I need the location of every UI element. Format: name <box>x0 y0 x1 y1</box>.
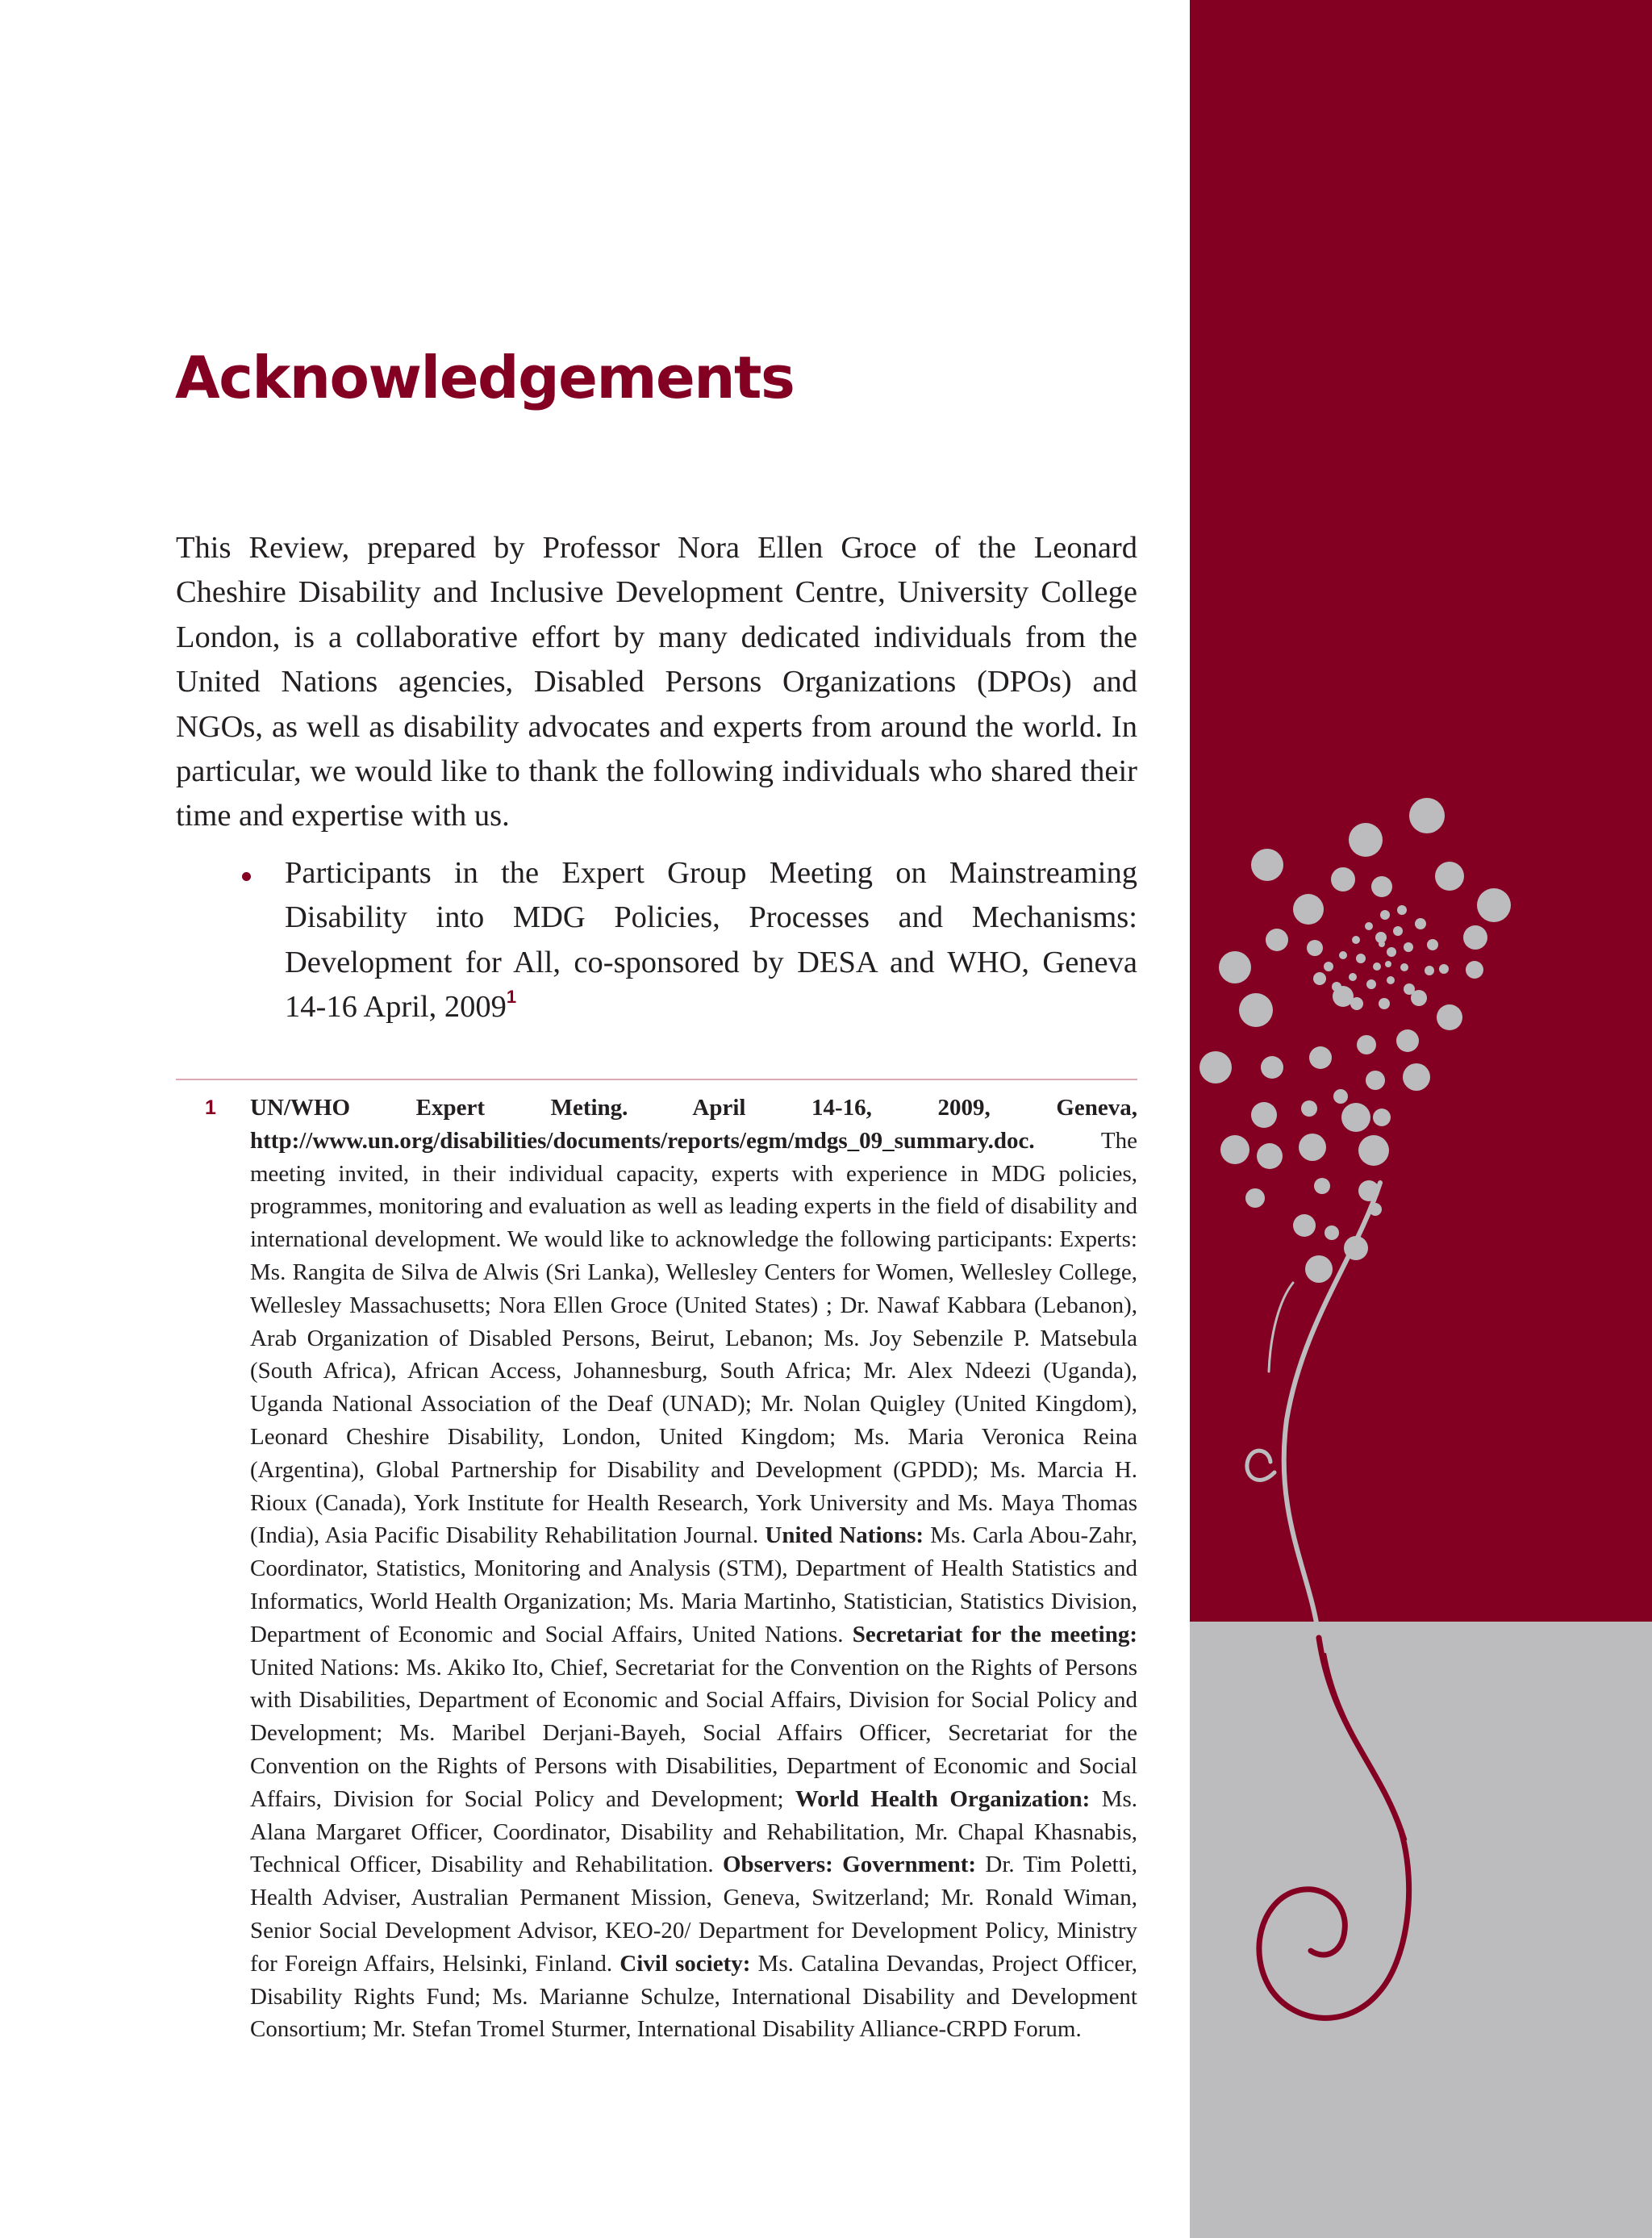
footnote-heading-observers: Observers: Government: <box>722 1852 977 1878</box>
footnote-text: Dr. Tim Poletti, Health Adviser, Australian Permanent Mission, Geneva, Switzerland; Mr. Ronald Wiman, Senior Social Development Advisor, KEO-20/ Department for Development Policy, Ministry for Foreign Affairs, Helsinki, Finland. <box>250 1852 1138 1977</box>
footnote-reference[interactable]: 1 <box>506 987 517 1008</box>
footnote-text: Ms. Alana Margaret Officer, Coordinator, Disability and Rehabilitation, Mr. Chapal Khasnabis, Technical Officer, Disability and Rehabilitation. <box>250 1785 1138 1878</box>
footnote-divider <box>176 1079 1137 1080</box>
footnote-number: 1 <box>205 1096 216 1119</box>
intro-paragraph: This Review, prepared by Professor Nora Ellen Groce of the Leonard Cheshire Disability and Inclusive Development Centre, University College London, is a collaborative effort by many dedicated individuals from the United Nations agencies, Disabled Persons Organizations (DPOs) and NGOs, as well as disability advocates and experts from around the world. In particular, we would like to thank the following individuals who shared their time and expertise with us. <box>176 531 1137 833</box>
footnote-heading-secretariat: Secretariat for the meeting: <box>852 1621 1137 1647</box>
footnote-text: The meeting invited, in their individual capacity, experts with experience in MDG policies, programmes, monitoring and evaluation as well as leading experts in the field of disability and international development. We would like to acknowledge the following participants: Experts: Ms. Rangita de Silva de Alwis (Sri Lanka), Wellesley Centers for Women, Wellesley College, Wellesley Massachusetts; Nora Ellen Groce (United States) ; Dr. Nawaf Kabbara (Lebanon), Arab Organization of Disabled Persons, Beirut, Lebanon; Ms. Joy Sebenzile P. Matsebula (South Africa), African Access, Johannesburg, South Africa; Mr. Alex Ndeezi (Uganda), Uganda National Association of the Deaf (UNAD); Mr. Nolan Quigley (United Kingdom), Leonard Cheshire Disability, London, United Kingdom; Ms. Maria Veronica Reina (Argentina), Global Partnership for Disability and Development (GPDD); Ms. Marcia H. Rioux (Canada), York Institute for Health Research, York University and Ms. Maya Thomas (India), Asia Pacific Disability Rehabilitation Journal. <box>250 1127 1137 1549</box>
participants-list <box>234 851 1137 1030</box>
flower-head-dots <box>1199 798 1511 1283</box>
footnote-heading-who: World Health Organization: <box>795 1785 1091 1812</box>
footnote-source: UN/WHO Expert Meting. April 14-16, 2009, Geneva, http://www.un.org/disabilities/documents/reports/egm/mdgs_09_summary.doc. <box>250 1095 1137 1154</box>
footnote-text: United Nations: Ms. Akiko Ito, Chief, Secretariat for the Convention on the Rights of Persons with Disabilities, Department of Economic and Social Affairs, Division for Social Policy and Development; Ms. Maribel Derjani-Bayeh, Social Affairs Officer, Secretariat for the Convention on the Rights of Persons with Disabilities, Department of Economic and Social Affairs, Division for Social Policy and Development; <box>250 1654 1137 1812</box>
list-item-text: Participants in the Expert Group Meeting on Mainstreaming Disability into MDG Policies, Processes and Mechanisms: Development for All, co-sponsored by DESA and WHO, Geneva 14-16 April, 2009 <box>285 856 1137 1025</box>
footnote-heading-civil-society: Civil society: <box>620 1950 751 1977</box>
footnote-text: Ms. Carla Abou-Zahr, Coordinator, Statistics, Monitoring and Analysis (STM), Department of Health Statistics and Informatics, World Health Organization; Ms. Maria Martinho, Statistician, Statistics Division, Department of Economic and Social Affairs, United Nations. <box>250 1522 1137 1647</box>
footnote <box>205 1092 1138 2046</box>
flower-illustration <box>1190 0 1652 2238</box>
page-title: Acknowledgements <box>175 344 795 411</box>
footnote-heading-un: United Nations: <box>765 1522 924 1549</box>
flower-stem <box>1247 1183 1409 2018</box>
decorative-side-panel <box>1190 0 1652 2238</box>
list-item <box>234 851 1137 1030</box>
bullet-dot-icon <box>242 872 251 881</box>
footnote-text: Ms. Catalina Devandas, Project Officer, Disability Rights Fund; Ms. Marianne Schulze, International Disability and Development Consortium; Mr. Stefan Tromel Sturmer, International Disability Alliance-CRPD Forum. <box>250 1950 1137 2043</box>
